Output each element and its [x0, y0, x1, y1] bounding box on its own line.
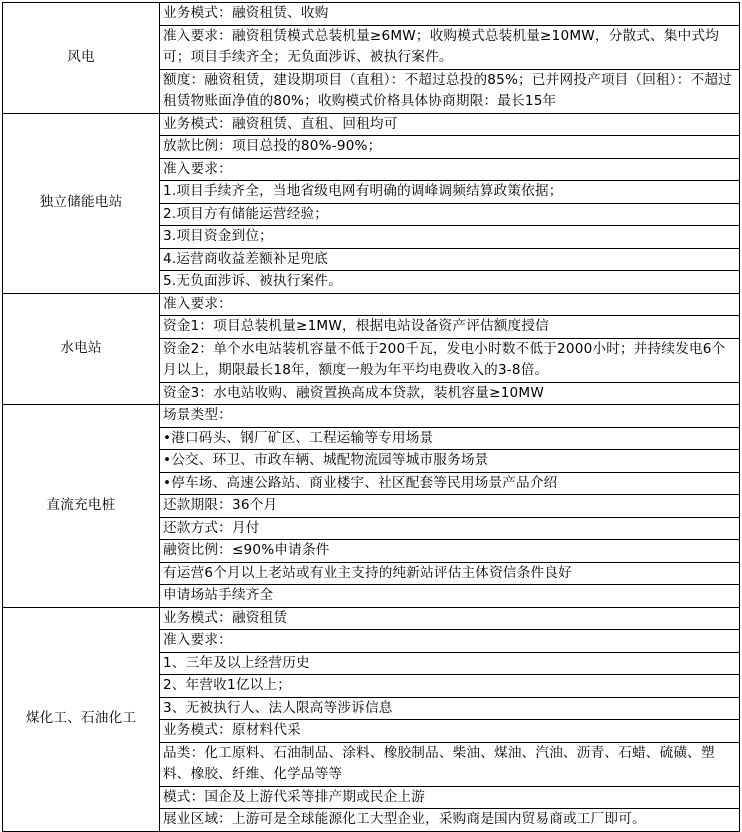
detail-cell: 1、三年及以上经营历史 — [160, 652, 740, 675]
detail-cell: 资金1：项目总装机量≥1MW，根据电站设备资产评估额度授信 — [160, 316, 740, 339]
detail-cell: 准入要求：融资租赁模式总装机量≥6MW；收购模式总装机量≥10MW，分散式、集中式均可；项目手续齐全；无负面涉诉、被执行案件。 — [160, 25, 740, 69]
table-row — [3, 113, 740, 136]
detail-cell: 5.无负面涉诉、被执行案件。 — [160, 271, 740, 294]
detail-cell: 还款方式：月付 — [160, 517, 740, 540]
detail-cell: 准入要求： — [160, 158, 740, 181]
detail-cell: 准入要求： — [160, 293, 740, 316]
financing-requirements-table — [2, 2, 740, 832]
detail-cell: 2.项目方有储能运营经验； — [160, 203, 740, 226]
table-row — [3, 405, 740, 428]
detail-cell: •停车场、高速公路站、商业楼宇、社区配套等民用场景产品介绍 — [160, 472, 740, 495]
category-cell: 直流充电桩 — [3, 405, 160, 608]
detail-cell: 业务模式：融资租赁、收购 — [160, 3, 740, 26]
detail-cell: 模式：国企及上游代采等排产期或民企上游 — [160, 786, 740, 809]
detail-cell: 3、无被执行人、法人限高等涉诉信息 — [160, 697, 740, 720]
table-row — [3, 607, 740, 630]
category-cell: 水电站 — [3, 293, 160, 405]
detail-cell: 资金2：单个水电站装机容量不低于200千瓦，发电小时数不低于2000小时；并持续发电6个月以上，期限最长18年，额度一般为年平均电费收入的3-8倍。 — [160, 338, 740, 382]
detail-cell: 融资比例：≤90%申请条件 — [160, 540, 740, 563]
category-cell: 独立储能电站 — [3, 113, 160, 293]
table-row — [3, 293, 740, 316]
table-body — [3, 3, 740, 832]
detail-cell: 品类：化工原料、石油制品、涂料、橡胶制品、柴油、煤油、汽油、沥青、石蜡、硫磺、塑料、橡胶、纤维、化学品等等 — [160, 742, 740, 786]
detail-cell: •港口码头、钢厂矿区、工程运输等专用场景 — [160, 427, 740, 450]
table-row — [3, 3, 740, 26]
detail-cell: 1.项目手续齐全，当地省级电网有明确的调峰调频结算政策依据； — [160, 181, 740, 204]
detail-cell: 场景类型： — [160, 405, 740, 428]
detail-cell: 额度：融资租赁，建设期项目（直租）：不超过总投的85%；已并网投产项目（回租）：不超过租赁物账面净值的80%；收购模式价格具体协商期限：最长15年 — [160, 69, 740, 113]
detail-cell: 业务模式：融资租赁 — [160, 607, 740, 630]
detail-cell: 还款期限：36个月 — [160, 495, 740, 518]
detail-cell: 业务模式：融资租赁、直租、回租均可 — [160, 113, 740, 136]
detail-cell: 放款比例：项目总投的80%-90%； — [160, 136, 740, 159]
detail-cell: 申请场站手续齐全 — [160, 585, 740, 608]
detail-cell: 资金3：水电站收购、融资置换高成本贷款，装机容量≥10MW — [160, 382, 740, 405]
category-cell: 煤化工、石油化工 — [3, 607, 160, 831]
detail-cell: 准入要求： — [160, 630, 740, 653]
detail-cell: 有运营6个月以上老站或有业主支持的纯新站评估主体资信条件良好 — [160, 562, 740, 585]
detail-cell: 2、年营收1亿以上； — [160, 675, 740, 698]
detail-cell: 展业区域：上游可是全球能源化工大型企业，采购商是国内贸易商或工厂即可。 — [160, 809, 740, 832]
category-cell: 风电 — [3, 3, 160, 114]
detail-cell: 业务模式：原材料代采 — [160, 720, 740, 743]
detail-cell: 4.运营商收益差额补足兜底 — [160, 248, 740, 271]
detail-cell: 3.项目资金到位； — [160, 226, 740, 249]
detail-cell: •公交、环卫、市政车辆、城配物流园等城市服务场景 — [160, 450, 740, 473]
